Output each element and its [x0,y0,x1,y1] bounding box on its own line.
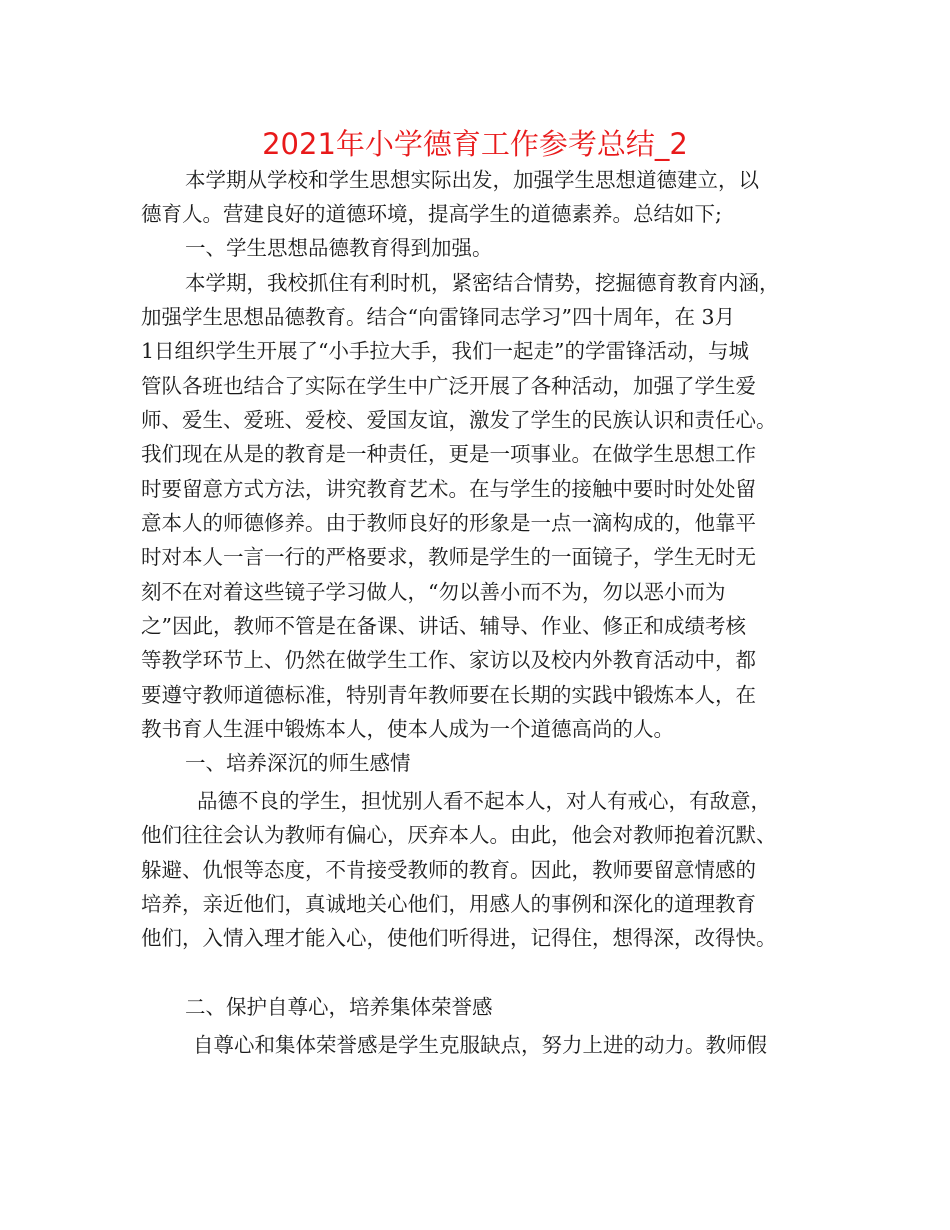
paragraph-line: 他们往往会认为教师有偏心，厌弃本人。由此，他会对教师抱着沉默、 [141,823,777,847]
paragraph-line: 时对本人一言一行的严格要求，教师是学生的一面镜子，学生无时无 [141,545,756,569]
paragraph-line: 本学期，我校抓住有利时机，紧密结合情势，挖掘德育教育内涵， [185,271,780,295]
paragraph-line: 意本人的师德修养。由于教师良好的形象是一点一滴构成的，他靠平 [141,511,756,535]
section-heading: 二、保护自尊心，培养集体荣誉感 [185,995,493,1019]
paragraph-line: 本学期从学校和学生思想实际出发，加强学生思想道德建立，以 [185,168,759,192]
paragraph-line: 德育人。营建良好的道德环境，提高学生的道德素养。总结如下; [141,202,722,226]
section-heading: 一、学生思想品德教育得到加强。 [185,236,493,260]
paragraph-line: 加强学生思想品德教育。结合“向雷锋同志学习”四十周年，在 3月 [141,305,736,329]
paragraph-line: 刻不在对着这些镜子学习做人，“勿以善小而不为，勿以恶小而为 [141,580,726,604]
paragraph-line: 1日组织学生开展了“小手拉大手，我们一起走”的学雷锋活动，与城 [141,339,750,363]
paragraph-line: 时要留意方式方法，讲究教育艺术。在与学生的接触中要时时处处留 [141,477,756,501]
document-title: 2021年小学德育工作参考总结_2 [262,127,688,161]
section-heading: 一、培养深沉的师生感情 [185,751,411,775]
paragraph-line: 师、爱生、爱班、爱校、爱国友谊，激发了学生的民族认识和责任心。 [141,408,777,432]
paragraph-line: 教书育人生涯中锻炼本人，使本人成为一个道德高尚的人。 [141,717,674,741]
paragraph-line: 等教学环节上、仍然在做学生工作、家访以及校内外教育活动中，都 [141,648,756,672]
paragraph-line: 自尊心和集体荣誉感是学生克服缺点，努力上进的动力。教师假 [193,1033,767,1057]
paragraph-line: 品德不良的学生，担忧别人看不起本人，对人有戒心，有敌意， [197,789,771,813]
paragraph-line: 培养，亲近他们，真诚地关心他们，用感人的事例和深化的道理教育 [141,892,756,916]
paragraph-line: 要遵守教师道德标准，特别青年教师要在长期的实践中锻炼本人，在 [141,683,756,707]
paragraph-line: 他们，入情入理才能入心，使他们听得进，记得住，想得深，改得快。 [141,926,777,950]
paragraph-line: 我们现在从是的教育是一种责任，更是一项事业。在做学生思想工作 [141,442,756,466]
paragraph-line: 管队各班也结合了实际在学生中广泛开展了各种活动，加强了学生爱 [141,374,756,398]
paragraph-line: 之”因此，教师不管是在备课、讲话、辅导、作业、修正和成绩考核 [141,614,746,638]
paragraph-line: 躲避、仇恨等态度，不肯接受教师的教育。因此，教师要留意情感的 [141,858,756,882]
